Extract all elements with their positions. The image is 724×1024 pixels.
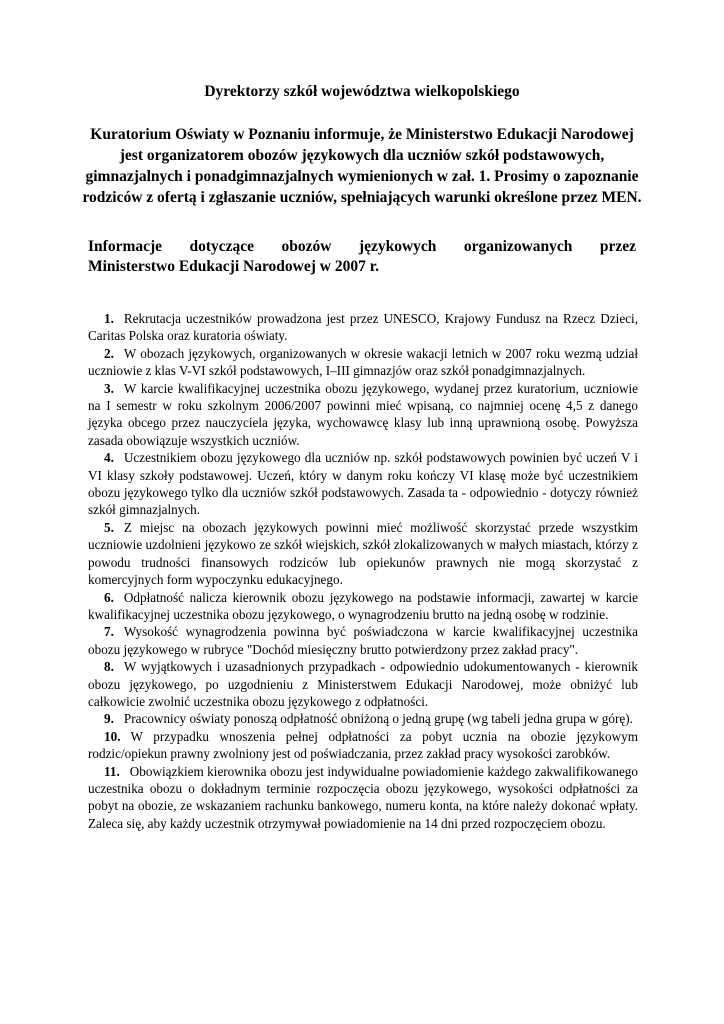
item-text: Obowiązkiem kierownika obozu jest indywidualne powiadomienie każdego zakwalifikowanego uczestnika obozu o dokładnym terminie rozpoczęcia obozu językowego, wysokości odpłatności za pobyt na obozie, ze wskazaniem rachunku bankowego, numeru konta, na które należy dokonać wpłaty. Zaleca się, aby każdy uczestnik otrzymywał powiadomienie na 14 dni przed rozpoczęciem obozu. — [88, 763, 638, 831]
item-number: 10. — [104, 728, 121, 744]
item-number: 8. — [104, 659, 114, 675]
item-number: 2. — [104, 345, 114, 361]
list-item — [88, 449, 638, 519]
item-number: 11. — [104, 763, 120, 779]
list-item — [88, 380, 638, 450]
item-text: Rekrutacja uczestników prowadzona jest przez UNESCO, Krajowy Fundusz na Rzecz Dzieci, Caritas Polska oraz kuratoria oświaty. — [88, 311, 638, 344]
announcement-paragraph: Kuratorium Oświaty w Poznaniu informuje, że Ministerstwo Edukacji Narodowej jest organizatorem obozów językowych dla uczniów szkół podstawowych, gimnazjalnych i ponadgimnazjalnych wymienionych w zał. 1. Prosimy o zapoznanie rodziców z ofertą i zgłaszanie uczniów, spełniających warunki określone przez MEN. — [82, 126, 642, 206]
rules-list — [88, 310, 638, 832]
item-number: 3. — [104, 380, 114, 396]
item-text: W wyjątkowych i uzasadnionych przypadkach - odpowiednio udokumentowanych - kierownik obozu językowego, po uzgodnieniu z Ministerstwem Edukacji Narodowej, może obniżyć lub całkowicie zwolnić uczestnika obozu językowego z odpłatności. — [88, 659, 638, 709]
item-text: Z miejsc na obozach językowych powinni mieć możliwość skorzystać przede wszystkim uczniowie uzdolnieni językowo ze szkół wiejskich, szkół zlokalizowanych w małych miastach, którzy z powodu trudności finansowych rodziców lub opiekunów prawnych nie mogą skorzystać z komercyjnych form wypoczynku edukacyjnego. — [88, 519, 638, 588]
item-text: W obozach językowych, organizowanych w okresie wakacji letnich w 2007 roku wezmą udział uczniowie z klas V-VI szkół podstawowych, I–III gimnazjów oraz szkół ponadgimnazjalnych. — [88, 345, 638, 379]
section-heading-line-1: Informacje dotyczące obozów językowych organizowanych przez — [88, 238, 636, 255]
item-text: Uczestnikiem obozu językowego dla uczniów np. szkół podstawowych powinien być uczeń V i VI klasy szkoły podstawowej. Uczeń, który w danym roku kończy VI klasę może być uczestnikiem obozu językowego tylko dla uczniów szkół podstawowych. Zasada ta - odpowiednio - dotyczy również szkół gimnazjalnych. — [88, 450, 638, 518]
item-text: Wysokość wynagrodzenia powinna być poświadczona w karcie kwalifikacyjnej uczestnika obozu językowego w rubryce "Dochód miesięczny brutto potwierdzony przez zakład pracy". — [88, 624, 638, 657]
list-item — [88, 310, 638, 345]
list-item — [88, 658, 638, 710]
item-number: 5. — [104, 519, 114, 535]
list-item — [88, 710, 638, 727]
list-item — [88, 763, 638, 833]
addressee-line: Dyrektorzy szkół województwa wielkopolskiego — [204, 83, 520, 100]
list-item — [88, 589, 638, 624]
item-number: 7. — [104, 624, 114, 640]
item-number: 1. — [104, 311, 114, 326]
section-heading-line-2: Ministerstwo Edukacji Narodowej w 2007 r. — [88, 258, 380, 275]
list-item — [88, 345, 638, 380]
item-text: W karcie kwalifikacyjnej uczestnika obozu językowego, wydanej przez kuratorium, uczniowie na I semestr w roku szkolnym 2006/2007 powinni mieć wpisaną, co najmniej ocenę 4,5 z danego języka obcego przez nauczyciela języka, wychowawcę klasy lub inną uprawnioną osobę. Powyższa zasada obowiązuje wszystkich uczniów. — [88, 380, 638, 448]
item-text: W przypadku wnoszenia pełnej odpłatności za pobyt ucznia na obozie językowym rodzic/opiekun prawny zwolniony jest od poświadczania, przez zakład pracy wysokości zarobków. — [88, 728, 638, 762]
list-item — [88, 728, 638, 763]
item-number: 6. — [104, 589, 114, 605]
list-item — [88, 623, 638, 658]
item-number: 4. — [104, 450, 114, 466]
item-number: 9. — [104, 711, 114, 727]
item-text: Pracownicy oświaty ponoszą odpłatność obniżoną o jedną grupę (wg tabeli jedna grupa w górę). — [123, 711, 633, 727]
item-text: Odpłatność nalicza kierownik obozu językowego na podstawie informacji, zawartej w karcie kwalifikacyjnej uczestnika obozu językowego, o wynagrodzeniu brutto na jedną osobę w rodzinie. — [88, 589, 638, 622]
section-heading — [88, 237, 636, 277]
list-item — [88, 519, 638, 589]
